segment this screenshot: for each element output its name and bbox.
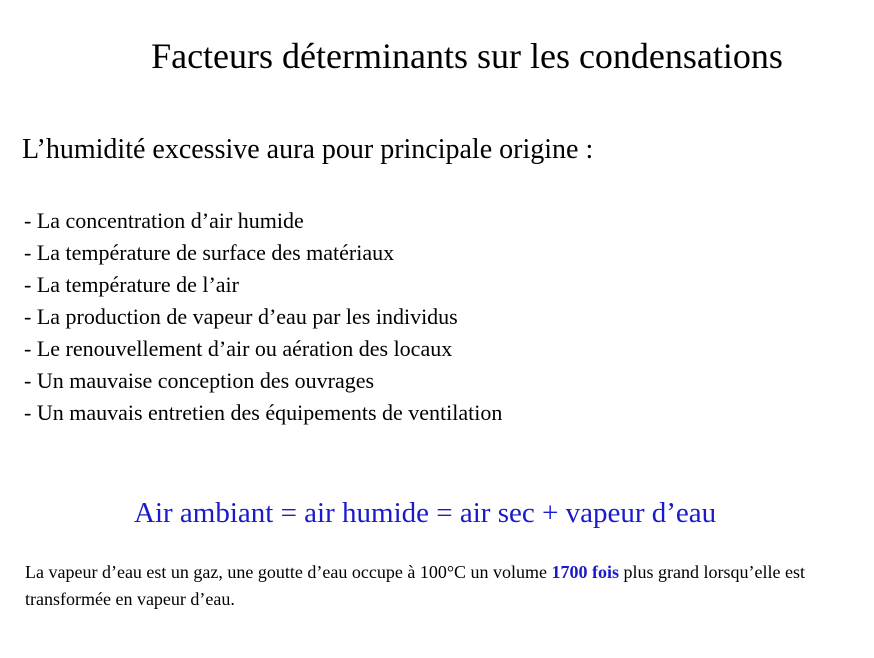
air-equation: Air ambiant = air humide = air sec + vapeur d’eau (134, 497, 717, 529)
note-text-end: plus grand lorsqu’elle est transformée en vapeur d’eau. (25, 562, 805, 609)
list-item: - Un mauvais entretien des équipements de ventilation (24, 400, 503, 425)
list-item: - La température de surface des matériaux (24, 240, 395, 265)
slide-title: Facteurs déterminants sur les condensations (151, 36, 783, 76)
origins-list (24, 205, 502, 429)
note-highlight: 1700 fois (551, 562, 620, 582)
vapor-note (25, 559, 855, 613)
list-item: - La concentration d’air humide (24, 208, 304, 233)
list-item: - Le renouvellement d’air ou aération des locaux (24, 336, 453, 361)
list-item: - Un mauvaise conception des ouvrages (24, 368, 375, 393)
list-item: - La production de vapeur d’eau par les individus (24, 304, 458, 329)
list-item: - La température de l’air (24, 272, 239, 297)
note-text-start: La vapeur d’eau est un gaz, une goutte d’eau occupe à 100°C un volume (25, 562, 552, 582)
slide-subtitle: L’humidité excessive aura pour principale origine : (22, 134, 594, 165)
